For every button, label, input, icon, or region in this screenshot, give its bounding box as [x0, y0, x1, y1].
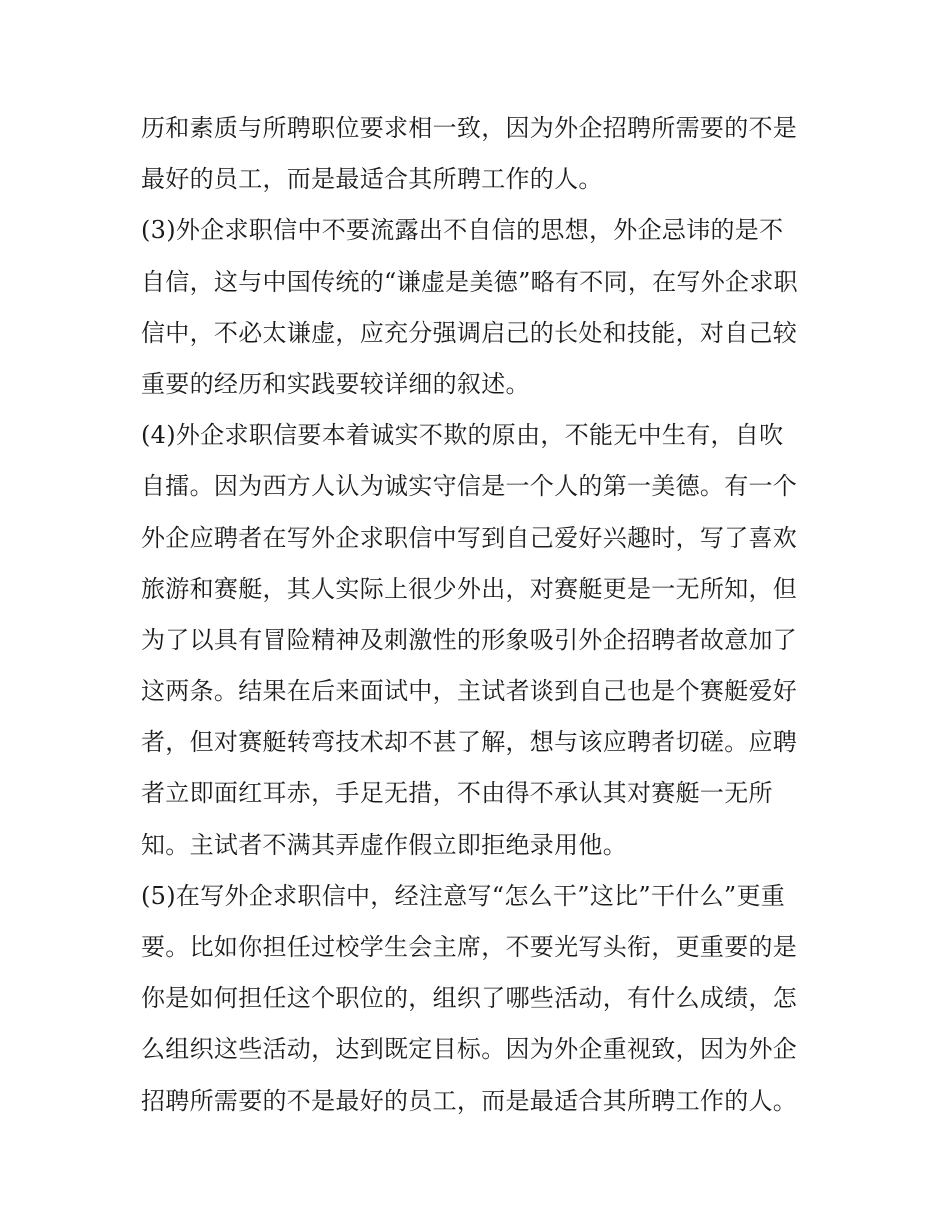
- text-line: 招聘所需要的不是最好的员工，而是最适合其所聘工作的人。: [141, 1086, 798, 1115]
- text-line: 自擂。因为西方人认为诚实守信是一个人的第一美德。有一个: [141, 472, 798, 501]
- text-line: 旅游和赛艇，其人实际上很少外出，对赛艇更是一无所知，但: [141, 574, 798, 603]
- text-line: 重要的经历和实践要较详细的叙述。: [141, 369, 530, 398]
- text-line: 者立即面红耳赤，手足无措，不由得不承认其对赛艇一无所: [141, 779, 773, 808]
- text-line: (4)外企求职信要本着诚实不欺的原由，不能无中生有，自吹: [141, 421, 784, 450]
- text-line: 自信，这与中国传统的“谦虚是美德”略有不同，在写外企求职: [141, 267, 798, 296]
- text-line: 么组织这些活动，达到既定目标。因为外企重视致，因为外企: [141, 1035, 798, 1064]
- text-line: 知。主试者不满其弄虚作假立即拒绝录用他。: [141, 830, 627, 859]
- text-line: 你是如何担任这个职位的，组织了哪些活动，有什么成绩，怎: [141, 984, 798, 1013]
- text-line: 最好的员工，而是最适合其所聘工作的人。: [141, 165, 603, 194]
- text-line: 外企应聘者在写外企求职信中写到自己爱好兴趣时，写了喜欢: [141, 523, 798, 552]
- text-line: 为了以具有冒险精神及刺激性的形象吸引外企招聘者故意加了: [141, 625, 798, 654]
- text-line: 这两条。结果在后来面试中，主试者谈到自己也是个赛艇爱好: [141, 677, 798, 706]
- text-line: 要。比如你担任过校学生会主席，不要光写头衔，更重要的是: [141, 933, 798, 961]
- text-line: 信中，不必太谦虚，应充分强调启己的长处和技能，对自己较: [141, 318, 798, 347]
- text-line: 者，但对赛艇转弯技术却不甚了解，想与该应聘者切磋。应聘: [141, 728, 798, 757]
- text-line: (5)在写外企求职信中，经注意写“怎么干”这比”干什么”更重: [141, 881, 786, 910]
- text-line: 历和素质与所聘职位要求相一致，因为外企招聘所需要的不是: [141, 114, 798, 142]
- body-text: [141, 103, 821, 1127]
- text-line: (3)外企求职信中不要流露出不自信的思想，外企忌讳的是不: [141, 216, 784, 245]
